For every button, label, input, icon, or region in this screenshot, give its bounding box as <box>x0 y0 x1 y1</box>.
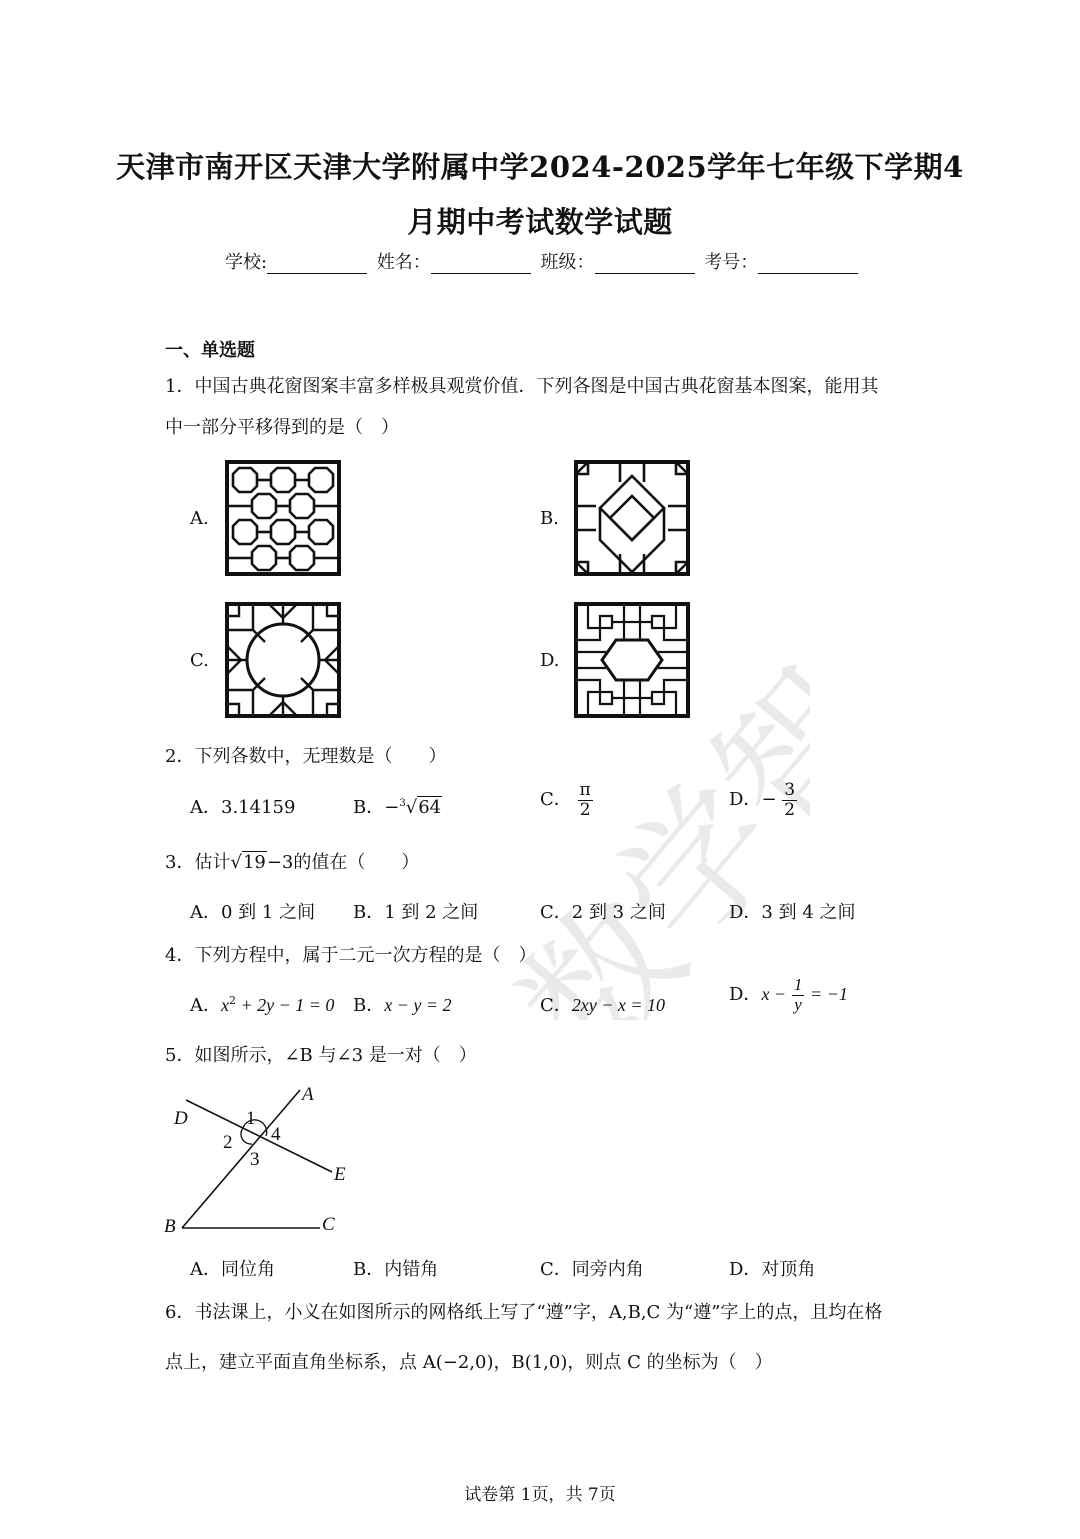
q3-stem-pre: 3．估计 <box>165 852 231 873</box>
q2-c-denominator: 2 <box>579 799 591 820</box>
angle-4: 4 <box>271 1124 281 1145</box>
label-D: D <box>174 1108 188 1129</box>
q1-option-b-label: B. <box>540 508 559 529</box>
q2-c-label: C． <box>540 789 572 811</box>
q3-stem: 3．估计√19−3的值在（ ） <box>165 852 420 873</box>
class-label: 班级： <box>540 252 595 273</box>
angle-1: 1 <box>246 1108 256 1129</box>
q4-option-c[interactable] <box>540 991 665 1017</box>
q4-stem: 4．下列方程中，属于二元一次方程的是（ ） <box>165 945 537 966</box>
q4-d-numerator: 1 <box>793 975 803 994</box>
q2-d-denominator: 2 <box>784 799 796 820</box>
q1-option-c-label: C. <box>190 650 209 671</box>
q3-option-b[interactable]: B．1 到 2 之间 <box>353 902 479 923</box>
q4-b-equation: x − y = 2 <box>384 995 452 1015</box>
q2-b-minus: − <box>384 797 400 818</box>
q4-d-denominator: y <box>794 994 802 1014</box>
q4-d-rest: = −1 <box>810 984 848 1005</box>
q3-option-c[interactable]: C．2 到 3 之间 <box>540 902 666 923</box>
section-heading: 一、单选题 <box>165 340 255 361</box>
exam-title-line-2: 月期中考试数学试题 <box>407 205 673 239</box>
q4-c-equation: 2xy − x = 10 <box>571 995 666 1015</box>
q2-b-radicand: 64 <box>418 797 442 818</box>
q3-radicand: 19 <box>242 852 266 873</box>
class-blank[interactable] <box>595 255 695 274</box>
page-footer: 试卷第 1页，共 7页 <box>464 1485 616 1505</box>
q5-figure <box>160 1078 370 1242</box>
school-label: 学校: <box>225 252 268 273</box>
q4-a-label: A． <box>190 995 221 1016</box>
school-blank[interactable] <box>267 255 367 274</box>
q3-stem-mid: −3 <box>266 852 294 873</box>
q5-option-c[interactable]: C．同旁内角 <box>540 1259 644 1280</box>
q5-option-d[interactable]: D．对顶角 <box>729 1259 816 1280</box>
label-A: A <box>302 1084 314 1105</box>
q2-c-numerator: π <box>579 780 591 800</box>
q1-stem-line1: 1．中国古典花窗图案丰富多样极具观赏价值．下列各图是中国古典花窗基本图案，能用其 <box>165 376 879 397</box>
q6-stem-line1: 6．书法课上，小义在如图所示的网格纸上写了“遵”字，A,B,C 为“遵”字上的点，且均在格 <box>165 1302 883 1323</box>
q1-stem-line2: 中一部分平移得到的是（ ） <box>165 417 399 438</box>
q3-option-d[interactable]: D．3 到 4 之间 <box>729 902 856 923</box>
q4-a-x: x <box>221 995 229 1015</box>
q4-d-label: D． <box>729 984 762 1006</box>
q1-window-c[interactable] <box>225 602 341 722</box>
name-blank[interactable] <box>431 255 531 274</box>
q2-a-value: 3.14159 <box>221 797 296 818</box>
q1-option-d-label: D. <box>540 650 560 671</box>
q6-stem-line2: 点上，建立平面直角坐标系，点 A(−2,0)，B(1,0)，则点 C 的坐标为（ ） <box>165 1352 773 1373</box>
q4-d-x: x − <box>761 984 787 1005</box>
q2-d-minus: − <box>761 789 777 811</box>
q2-d-numerator: 3 <box>784 780 796 800</box>
q4-b-label: B． <box>353 995 385 1016</box>
angle-3: 3 <box>250 1149 260 1170</box>
q4-option-d[interactable] <box>729 976 848 1014</box>
student-info-row <box>225 248 862 274</box>
label-E: E <box>334 1164 346 1185</box>
number-label: 考号： <box>704 252 759 273</box>
q2-d-label: D． <box>729 789 762 811</box>
q1-option-a-label: A. <box>190 508 209 529</box>
q3-option-a[interactable]: A．0 到 1 之间 <box>190 902 316 923</box>
q2-b-label: B． <box>353 797 385 818</box>
q2-option-b[interactable]: B．−$^3$√64 <box>353 797 442 818</box>
q2-option-c[interactable] <box>540 781 593 819</box>
q2-a-label: A． <box>190 797 221 818</box>
exam-title-line-1: 天津市南开区天津大学附属中学2024-2025学年七年级下学期4 <box>116 150 964 184</box>
q2-option-a[interactable] <box>190 793 295 819</box>
q4-c-label: C． <box>540 995 572 1016</box>
label-C: C <box>322 1214 335 1235</box>
angle-2: 2 <box>223 1132 233 1153</box>
q1-window-a[interactable] <box>225 460 341 580</box>
name-label: 姓名： <box>376 252 431 273</box>
q1-window-b[interactable] <box>574 460 690 580</box>
label-B: B <box>164 1216 176 1237</box>
q4-option-b[interactable] <box>353 991 452 1017</box>
q5-option-b[interactable]: B．内错角 <box>353 1259 439 1280</box>
q4-a-exponent: 2 <box>229 994 236 1007</box>
q4-option-a[interactable] <box>190 991 334 1017</box>
q4-a-rest: + 2y − 1 = 0 <box>236 995 335 1015</box>
q2-option-d[interactable] <box>729 781 797 819</box>
watermark-text: 数学智库 <box>488 560 810 1020</box>
q2-b-root-index: 3 <box>399 798 406 809</box>
number-blank[interactable] <box>758 255 858 274</box>
q3-stem-post: 的值在（ ） <box>293 852 420 873</box>
q2-stem: 2．下列各数中，无理数是（ ） <box>165 746 447 767</box>
q5-option-a[interactable]: A．同位角 <box>190 1259 275 1280</box>
q1-window-d[interactable] <box>574 602 690 722</box>
q5-stem: 5．如图所示，∠B 与∠3 是一对（ ） <box>165 1045 477 1066</box>
